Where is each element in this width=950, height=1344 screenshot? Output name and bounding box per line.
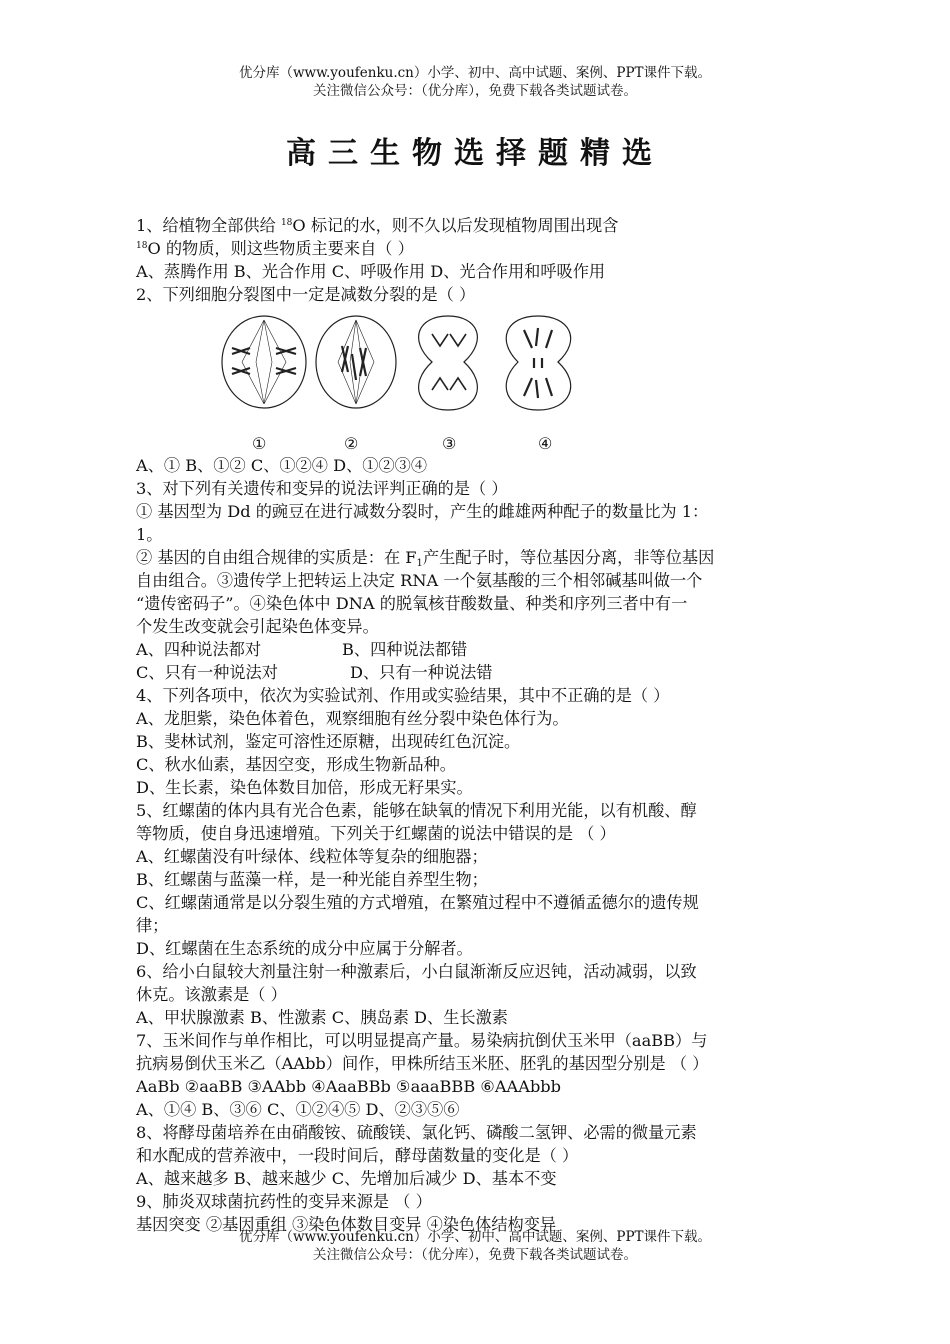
question-5-option-b: B、红螺菌与蓝藻一样，是一种光能自养型生物；	[136, 870, 488, 889]
figure-label-2: ②	[344, 434, 359, 453]
question-9-stem: 9、肺炎双球菌抗药性的变异来源是 （ ）	[136, 1192, 432, 1211]
question-5-option-d: D、红螺菌在生态系统的成分中应属于分解者。	[136, 939, 473, 958]
question-5-stem-line-2: 等物质，使自身迅速增殖。下列关于红螺菌的说法中错误的是 （ ）	[136, 824, 616, 843]
question-5-stem-line-1: 5、红螺菌的体内具有光合色素，能够在缺氧的情况下利用光能，以有机酸、醇	[136, 801, 697, 820]
option-d: D、只有一种说法错	[350, 663, 493, 682]
question-5-option-c: C、红螺菌通常是以分裂生殖的方式增殖，在繁殖过程中不遵循孟德尔的遗传规	[136, 893, 699, 912]
cell-division-diagram	[220, 310, 590, 422]
cell-3-outline	[419, 316, 478, 410]
figure-labels	[136, 432, 814, 454]
page-header	[0, 64, 950, 100]
cell-1-chromosomes	[232, 348, 296, 374]
question-4-option-d: D、生长素，染色体数目加倍，形成无籽果实。	[136, 778, 473, 797]
header-line-2: 关注微信公众号：（优分库），免费下载各类试题试卷。	[313, 83, 637, 99]
cell-2-outline	[316, 316, 396, 408]
question-3-statement-2-3: 自由组合。③遗传学上把转运上决定 RNA 一个氨基酸的三个相邻碱基叫做一个	[136, 571, 703, 590]
question-4-option-c: C、秋水仙素，基因空变，形成生物新品种。	[136, 755, 456, 774]
cell-1-spindle	[242, 320, 286, 404]
cell-2-chromosomes	[342, 346, 366, 380]
question-7-stem-line-2: 抗病易倒伏玉米乙（AAbb）间作，甲株所结玉米胚、胚乳的基因型分别是 （ ）	[136, 1054, 709, 1073]
question-8-options: A、越来越多 B、越来越少 C、先增加后减少 D、基本不变	[136, 1169, 557, 1188]
question-1-options: A、蒸腾作用 B、光合作用 C、呼吸作用 D、光合作用和呼吸作用	[136, 262, 606, 281]
question-1-line-2: $^{18}$O 的物质，则这些物质主要来自（ ）	[136, 239, 414, 258]
question-6-options: A、甲状腺激素 B、性激素 C、胰岛素 D、生长激素	[136, 1008, 508, 1027]
question-9-options: 基因突变 ②基因重组 ③染色体数目变异 ④染色体结构变异	[136, 1215, 557, 1234]
footer-line-1: 优分库（www.youfenku.cn）小学、初中、高中试题、案例、PPT课件下载。	[238, 1229, 712, 1245]
question-2-options: A、① B、①② C、①②④ D、①②③④	[136, 456, 428, 475]
option-b: B、四种说法都错	[342, 640, 468, 659]
option-c: C、只有一种说法对	[136, 663, 278, 682]
cell-3-chromosomes	[432, 334, 466, 390]
question-4-option-a: A、龙胆紫，染色体着色，观察细胞有丝分裂中染色体行为。	[136, 709, 569, 728]
page-footer	[0, 1228, 950, 1264]
question-6-stem-line-1: 6、给小白鼠较大剂量注射一种激素后，小白鼠渐渐反应迟钝，活动减弱，以致	[136, 962, 697, 981]
figure-label-3: ③	[442, 434, 457, 453]
question-3-options-ab	[136, 638, 814, 661]
question-7-genotypes: AaBb ②aaBB ③AAbb ④AaaBBb ⑤aaaBBB ⑥AAAbbb	[136, 1077, 562, 1096]
question-8-stem-line-2: 和水配成的营养液中，一段时间后，酵母菌数量的变化是（ ）	[136, 1146, 579, 1165]
question-5-option-a: A、红螺菌没有叶绿体、线粒体等复杂的细胞器；	[136, 847, 488, 866]
question-4-stem: 4、下列各项中，依次为实验试剂、作用或实验结果，其中不正确的是（ ）	[136, 686, 670, 705]
footer-line-2: 关注微信公众号：（优分库），免费下载各类试题试卷。	[313, 1247, 637, 1263]
question-6-stem-line-2: 休克。该激素是（ ）	[136, 985, 287, 1004]
question-4-option-b: B、斐林试剂，鉴定可溶性还原糖，出现砖红色沉淀。	[136, 732, 521, 751]
question-3-options-cd	[136, 661, 814, 684]
header-line-1: 优分库（www.youfenku.cn）小学、初中、高中试题、案例、PPT课件下载。	[238, 65, 712, 81]
option-a: A、四种说法都对	[136, 640, 262, 659]
cell-4-chromosomes	[524, 328, 552, 398]
question-list	[136, 214, 814, 1236]
cell-division-figure	[220, 310, 720, 426]
question-3-statement-1-end: 1。	[136, 525, 163, 544]
question-7-options: A、①④ B、③⑥ C、①②④⑤ D、②③⑤⑥	[136, 1100, 460, 1119]
question-1-line-1: 1、给植物全部供给 $^{18}$O 标记的水，则不久以后发现植物周围出现含	[136, 216, 619, 235]
question-2-stem: 2、下列细胞分裂图中一定是减数分裂的是（ ）	[136, 285, 476, 304]
question-3-statement-4-end: 个发生改变就会引起染色体变异。	[136, 617, 379, 636]
cell-1-outline	[222, 316, 306, 408]
question-3-statement-3-4: “遗传密码子”。④染色体中 DNA 的脱氧核苷酸数量、种类和序列三者中有一	[136, 594, 688, 613]
question-7-stem-line-1: 7、玉米间作与单作相比，可以明显提高产量。易染病抗倒伏玉米甲（aaBB）与	[136, 1031, 708, 1050]
figure-label-1: ①	[252, 434, 267, 453]
question-5-option-c-end: 律；	[136, 916, 169, 935]
question-3-statement-1: ① 基因型为 Dd 的豌豆在进行减数分裂时，产生的雌雄两种配子的数量比为 1：	[136, 502, 709, 521]
question-3-statement-2: ② 基因的自由组合规律的实质是：在 $F_1$产生配子时，等位基因分离，非等位基因	[136, 548, 715, 569]
figure-label-4: ④	[538, 434, 553, 453]
question-3-stem: 3、对下列有关遗传和变异的说法评判正确的是（ ）	[136, 479, 508, 498]
question-8-stem-line-1: 8、将酵母菌培养在由硝酸铵、硫酸镁、氯化钙、磷酸二氢钾、必需的微量元素	[136, 1123, 697, 1142]
page-title: 高三生物选择题精选	[286, 136, 664, 171]
